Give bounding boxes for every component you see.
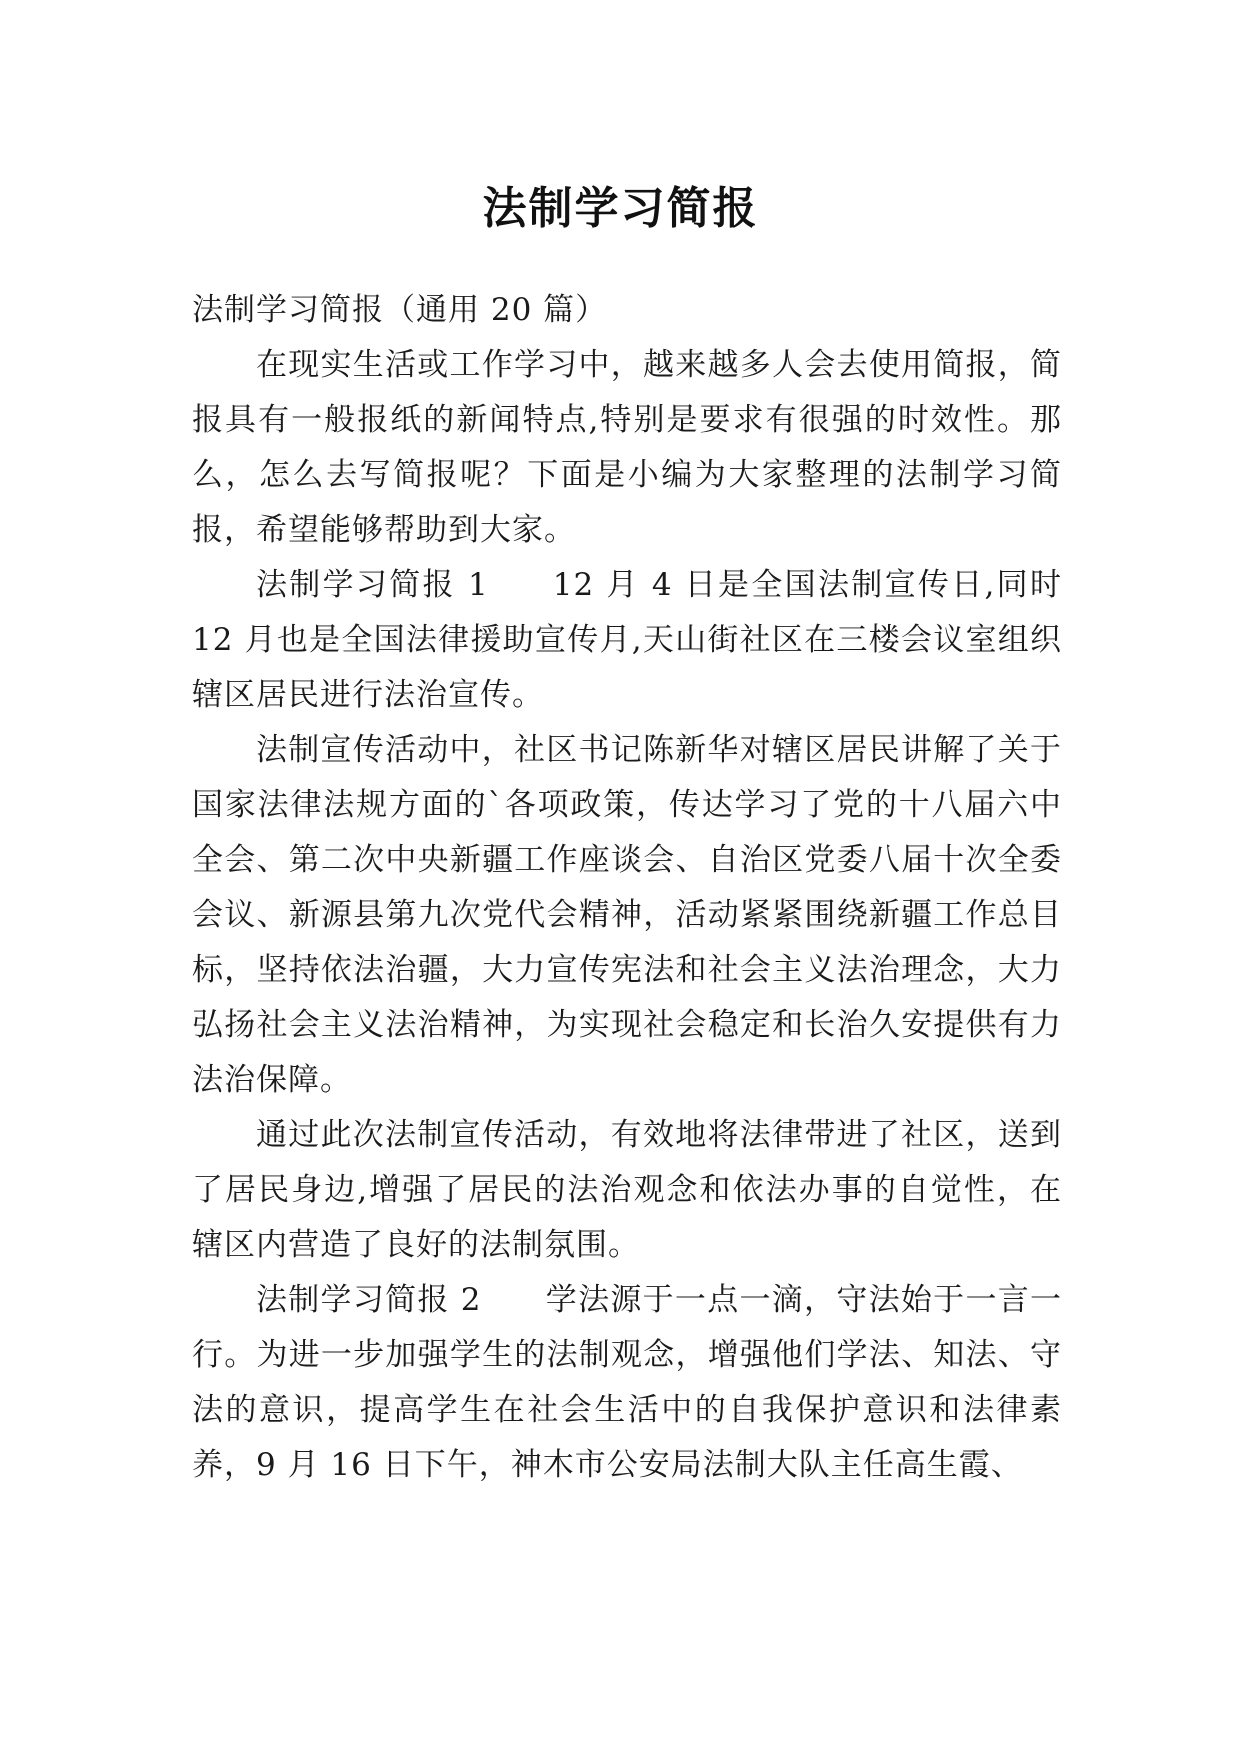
section-1-paragraph	[192, 558, 1062, 723]
section-heading: 法制学习简报 2	[256, 1282, 482, 1318]
section-1-paragraph-2	[192, 723, 1062, 1108]
document-title: 法制学习简报	[482, 183, 759, 235]
section-2-paragraph	[192, 1273, 1062, 1493]
section-1-paragraph-3	[192, 1108, 1062, 1273]
section-heading: 法制学习简报 1	[256, 567, 489, 603]
document-body	[192, 283, 1062, 1493]
document-subtitle: 法制学习简报（通用 20 篇）	[192, 292, 608, 328]
paragraph-text: 法制宣传活动中，社区书记陈新华对辖区居民讲解了关于国家法律法规方面的`各项政策，传达学习了党的十八届六中全会、第二次中央新疆工作座谈会、自治区党委八届十次全委会议、新源县第九次党代会精神，活动紧紧围绕新疆工作总目标，坚持依法治疆，大力宣传宪法和社会主义法治理念，大力弘扬社会主义法治精神，为实现社会稳定和长治久安提供有力法治保障。	[192, 732, 1062, 1098]
paragraph-text: 通过此次法制宣传活动，有效地将法律带进了社区，送到了居民身边,增强了居民的法治观念和依法办事的自觉性，在辖区内营造了良好的法制氛围。	[192, 1117, 1062, 1263]
paragraph-text: 学法源于一点一滴，守法始于一言一行。为进一步加强学生的法制观念，增强他们学法、知法、守法的意识，提高学生在社会生活中的自我保护意识和法律素养，9 月 16 日下午，神木市公安局法制大队主任高生霞、	[192, 1282, 1062, 1483]
intro-paragraph	[192, 338, 1062, 558]
paragraph-text: 在现实生活或工作学习中，越来越多人会去使用简报，简报具有一般报纸的新闻特点,特别是要求有很强的时效性。那么，怎么去写简报呢？下面是小编为大家整理的法制学习简报，希望能够帮助到大家。	[192, 347, 1062, 548]
paragraph-text: 12 月 4 日是全国法制宣传日,同时 12 月也是全国法律援助宣传月,天山街社区在三楼会议室组织辖区居民进行法治宣传。	[192, 567, 1062, 713]
